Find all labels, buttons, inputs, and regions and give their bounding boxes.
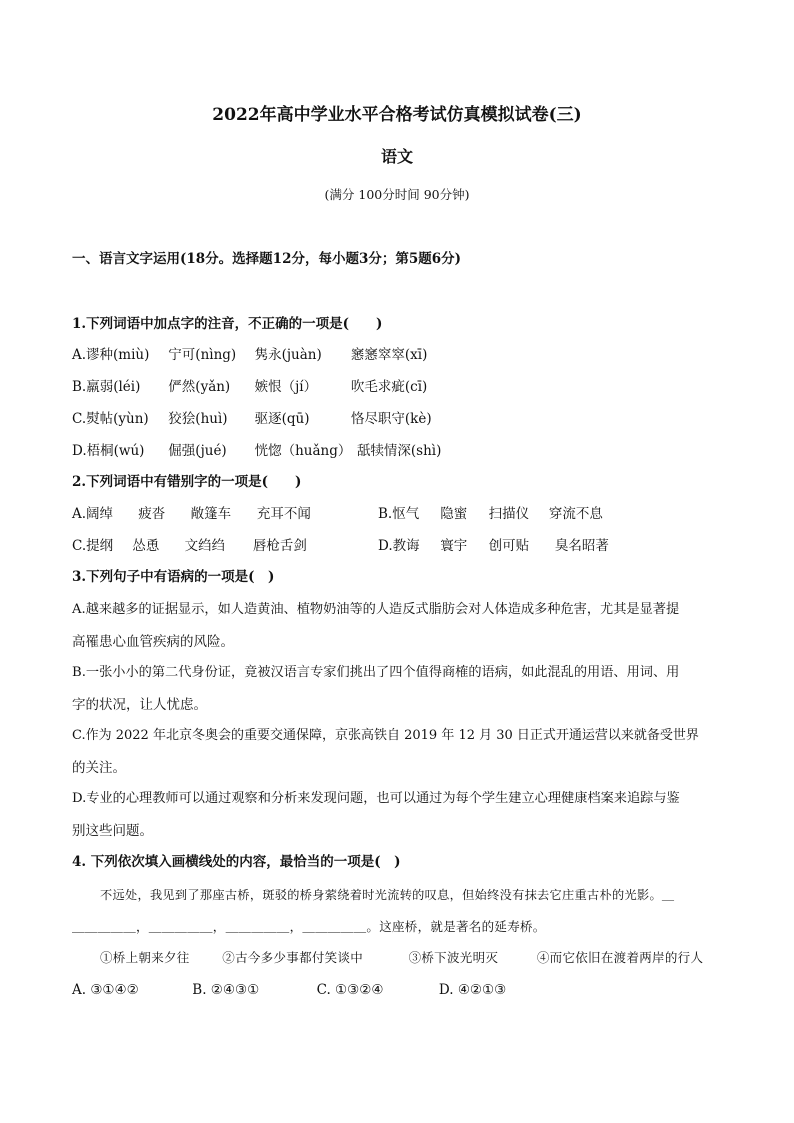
- q2-b-word-1: B.怄气: [378, 506, 420, 522]
- q1-d-word-1: D.梧桐(wú): [72, 443, 145, 459]
- q2-c-word-3: 文绉绉: [184, 538, 226, 554]
- q1-d-word-2: 倔强(jué): [168, 443, 227, 459]
- q1-d-word-4: 舐犊情深(shì): [356, 443, 442, 459]
- exam-subject: 语文: [380, 147, 413, 166]
- q2-option-b: [378, 505, 603, 523]
- q1-option-a: [72, 346, 427, 364]
- q1-b-word-4: 吹毛求疵(cī): [350, 379, 428, 395]
- exam-score-note: (满分 100分时间 90分钟): [324, 187, 470, 202]
- q3-option-d-line-1: D.专业的心理教师可以通过观察和分析来发现问题，也可以通过为每个学生建立心理健康档案来追踪与鉴: [72, 791, 680, 806]
- q2-d-word-4: 臭名昭著: [554, 538, 609, 554]
- q1-c-word-2: 狡狯(huì): [168, 411, 228, 427]
- q2-d-word-1: D.教诲: [378, 538, 420, 554]
- q3-option-d-line-2: 别这些问题。: [72, 823, 153, 839]
- q1-option-c: [72, 410, 432, 428]
- q2-a-word-3: 敞篷车: [190, 506, 232, 522]
- q2-option-d: [378, 537, 609, 555]
- q4-clauses: [100, 949, 703, 967]
- q1-d-word-3: 恍惚（huǎng）: [254, 443, 352, 459]
- q2-c-word-2: 怂恿: [132, 538, 160, 554]
- q1-option-d: [72, 442, 441, 460]
- q4-clause-2: ②古今多少事都付笑谈中: [222, 950, 364, 965]
- q1-c-word-3: 驱逐(qū): [254, 411, 310, 427]
- q2-option-c: [72, 537, 307, 555]
- question-1-stem: 1.下列词语中加点字的注音，不正确的一项是( ): [72, 316, 383, 332]
- q1-c-word-4: 恪尽职守(kè): [350, 411, 432, 427]
- q2-a-word-4: 充耳不闻: [256, 506, 311, 522]
- q2-b-word-2: 隐蜜: [440, 506, 468, 522]
- q1-option-b: [72, 378, 427, 396]
- q4-answer-c: C. ①③②④: [316, 982, 384, 998]
- exam-title: 2022年高中学业水平合格考试仿真模拟试卷(三): [212, 105, 582, 125]
- q3-option-b-line-1: B.一张小小的第二代身份证，竟被汉语言专家们挑出了四个值得商榷的语病，如此混乱的用语、用词、用: [72, 665, 680, 680]
- q2-d-word-2: 寰宇: [440, 538, 468, 554]
- q4-clause-3: ③桥下波光明灭: [408, 950, 499, 965]
- q4-answers: [72, 981, 506, 999]
- q3-option-b-line-2: 字的状况，让人忧虑。: [72, 697, 207, 713]
- q2-d-word-3: 创可贴: [488, 538, 530, 554]
- q3-option-c-line-2: 的关注。: [72, 760, 126, 776]
- q1-a-word-4: 窸窸窣窣(xī): [350, 347, 428, 363]
- q3-option-c-line-1: C.作为 2022 年北京冬奥会的重要交通保障，京张高铁自 2019 年 12 月 30 日正式开通运营以来就备受世界: [72, 728, 699, 743]
- q2-a-word-2: 疲沓: [138, 506, 166, 522]
- q4-passage-line-1: 不远处，我见到了那座古桥，斑驳的桥身萦绕着时光流转的叹息，但始终没有抹去它庄重古朴的光影。＿: [100, 888, 675, 902]
- q4-clause-1: ①桥上朝来夕往: [100, 950, 190, 965]
- question-3-stem: 3.下列句子中有语病的一项是( ): [72, 569, 275, 585]
- q4-passage-line-2: ＿＿＿＿＿，＿＿＿＿＿，＿＿＿＿＿，＿＿＿＿＿。这座桥，就是著名的延寿桥。: [72, 919, 546, 934]
- q4-answer-b: B. ②④③①: [192, 982, 260, 998]
- section-heading: 一、语言文字运用(18分。选择题12分，每小题3分；第5题6分): [72, 251, 462, 267]
- q2-b-word-4: 穿流不息: [548, 506, 603, 522]
- q1-b-word-2: 俨然(yǎn): [168, 379, 231, 395]
- question-4-stem: 4. 下列依次填入画横线处的内容，最恰当的一项是( ): [72, 854, 401, 870]
- q4-answer-d: D. ④②①③: [438, 982, 507, 998]
- q1-a-word-3: 隽永(juàn): [254, 347, 322, 363]
- q3-option-a-line-1: A.越来越多的证据显示，如人造黄油、植物奶油等的人造反式脂肪会对人体造成多种危害，尤其是显著提: [72, 602, 680, 617]
- q1-b-word-3: 嫉恨（jí）: [254, 379, 318, 395]
- q4-clause-4: ④而它依旧在渡着两岸的行人: [536, 950, 704, 965]
- q2-a-word-1: A.阔绰: [72, 506, 114, 522]
- q1-b-word-1: B.羸弱(léi): [72, 379, 141, 395]
- q1-c-word-1: C.熨帖(yùn): [72, 411, 149, 427]
- q2-b-word-3: 扫描仪: [488, 506, 530, 522]
- q2-c-word-1: C.提纲: [72, 538, 114, 554]
- q1-a-word-1: A.谬种(miù): [72, 347, 150, 363]
- q4-answer-a: A. ③①④②: [72, 982, 139, 998]
- q2-c-word-4: 唇枪舌剑: [252, 538, 307, 554]
- q1-a-word-2: 宁可(nìng): [168, 347, 237, 363]
- question-2-stem: 2.下列词语中有错别字的一项是( ): [72, 474, 302, 490]
- q2-option-a: [72, 505, 311, 523]
- q3-option-a-line-2: 高罹患心血管疾病的风险。: [72, 634, 234, 650]
